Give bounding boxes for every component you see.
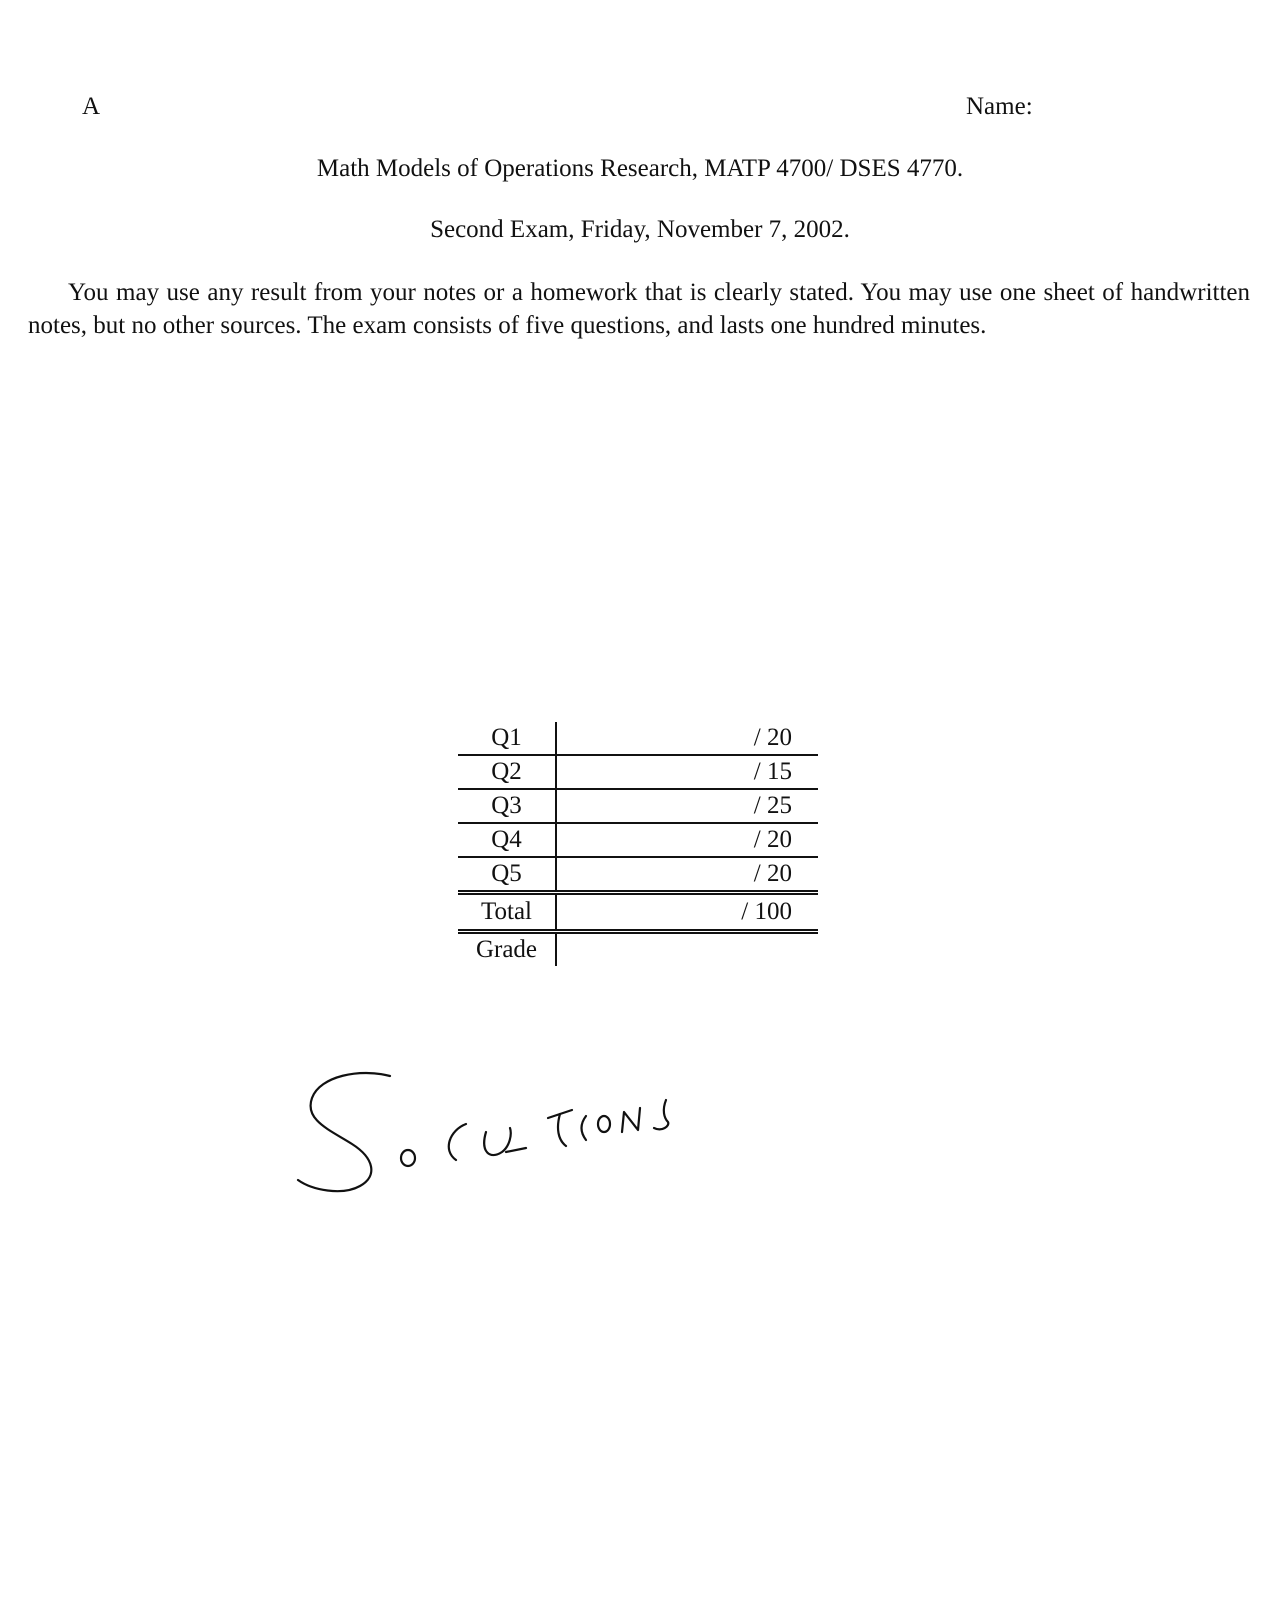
total-label: Total [458,893,556,932]
question-max-score: / 20 [556,857,818,893]
exam-version-label: A [82,93,101,120]
question-max-score: / 20 [556,823,818,857]
grade-row-q2 [458,755,818,789]
question-label: Q4 [458,823,556,857]
grade-row-q3 [458,789,818,823]
name-field-label: Name: [966,93,1033,120]
question-label: Q5 [458,857,556,893]
total-max-score: / 100 [556,893,818,932]
grade-row-grade [458,932,818,967]
exam-subtitle: Second Exam, Friday, November 7, 2002. [430,216,850,243]
grade-table [458,722,818,966]
grade-row-q4 [458,823,818,857]
question-label: Q2 [458,755,556,789]
course-title: Math Models of Operations Research, MATP 4700/ DSES 4770. [316,155,964,182]
question-max-score: / 25 [556,789,818,823]
grade-label: Grade [458,932,556,967]
grade-value [556,932,818,967]
question-label: Q1 [458,722,556,755]
exam-instructions: You may use any result from your notes or a homework that is clearly stated. You may use one sheet of handwritten notes, but no other sources. The exam consists of five questions, and lasts one hundred minutes. [28,279,1250,339]
question-label: Q3 [458,789,556,823]
handwritten-solutions-signature [290,1060,710,1220]
grade-row-total [458,893,818,932]
question-max-score: / 20 [556,722,818,755]
question-max-score: / 15 [556,755,818,789]
grade-row-q5 [458,857,818,893]
grade-row-q1 [458,722,818,755]
